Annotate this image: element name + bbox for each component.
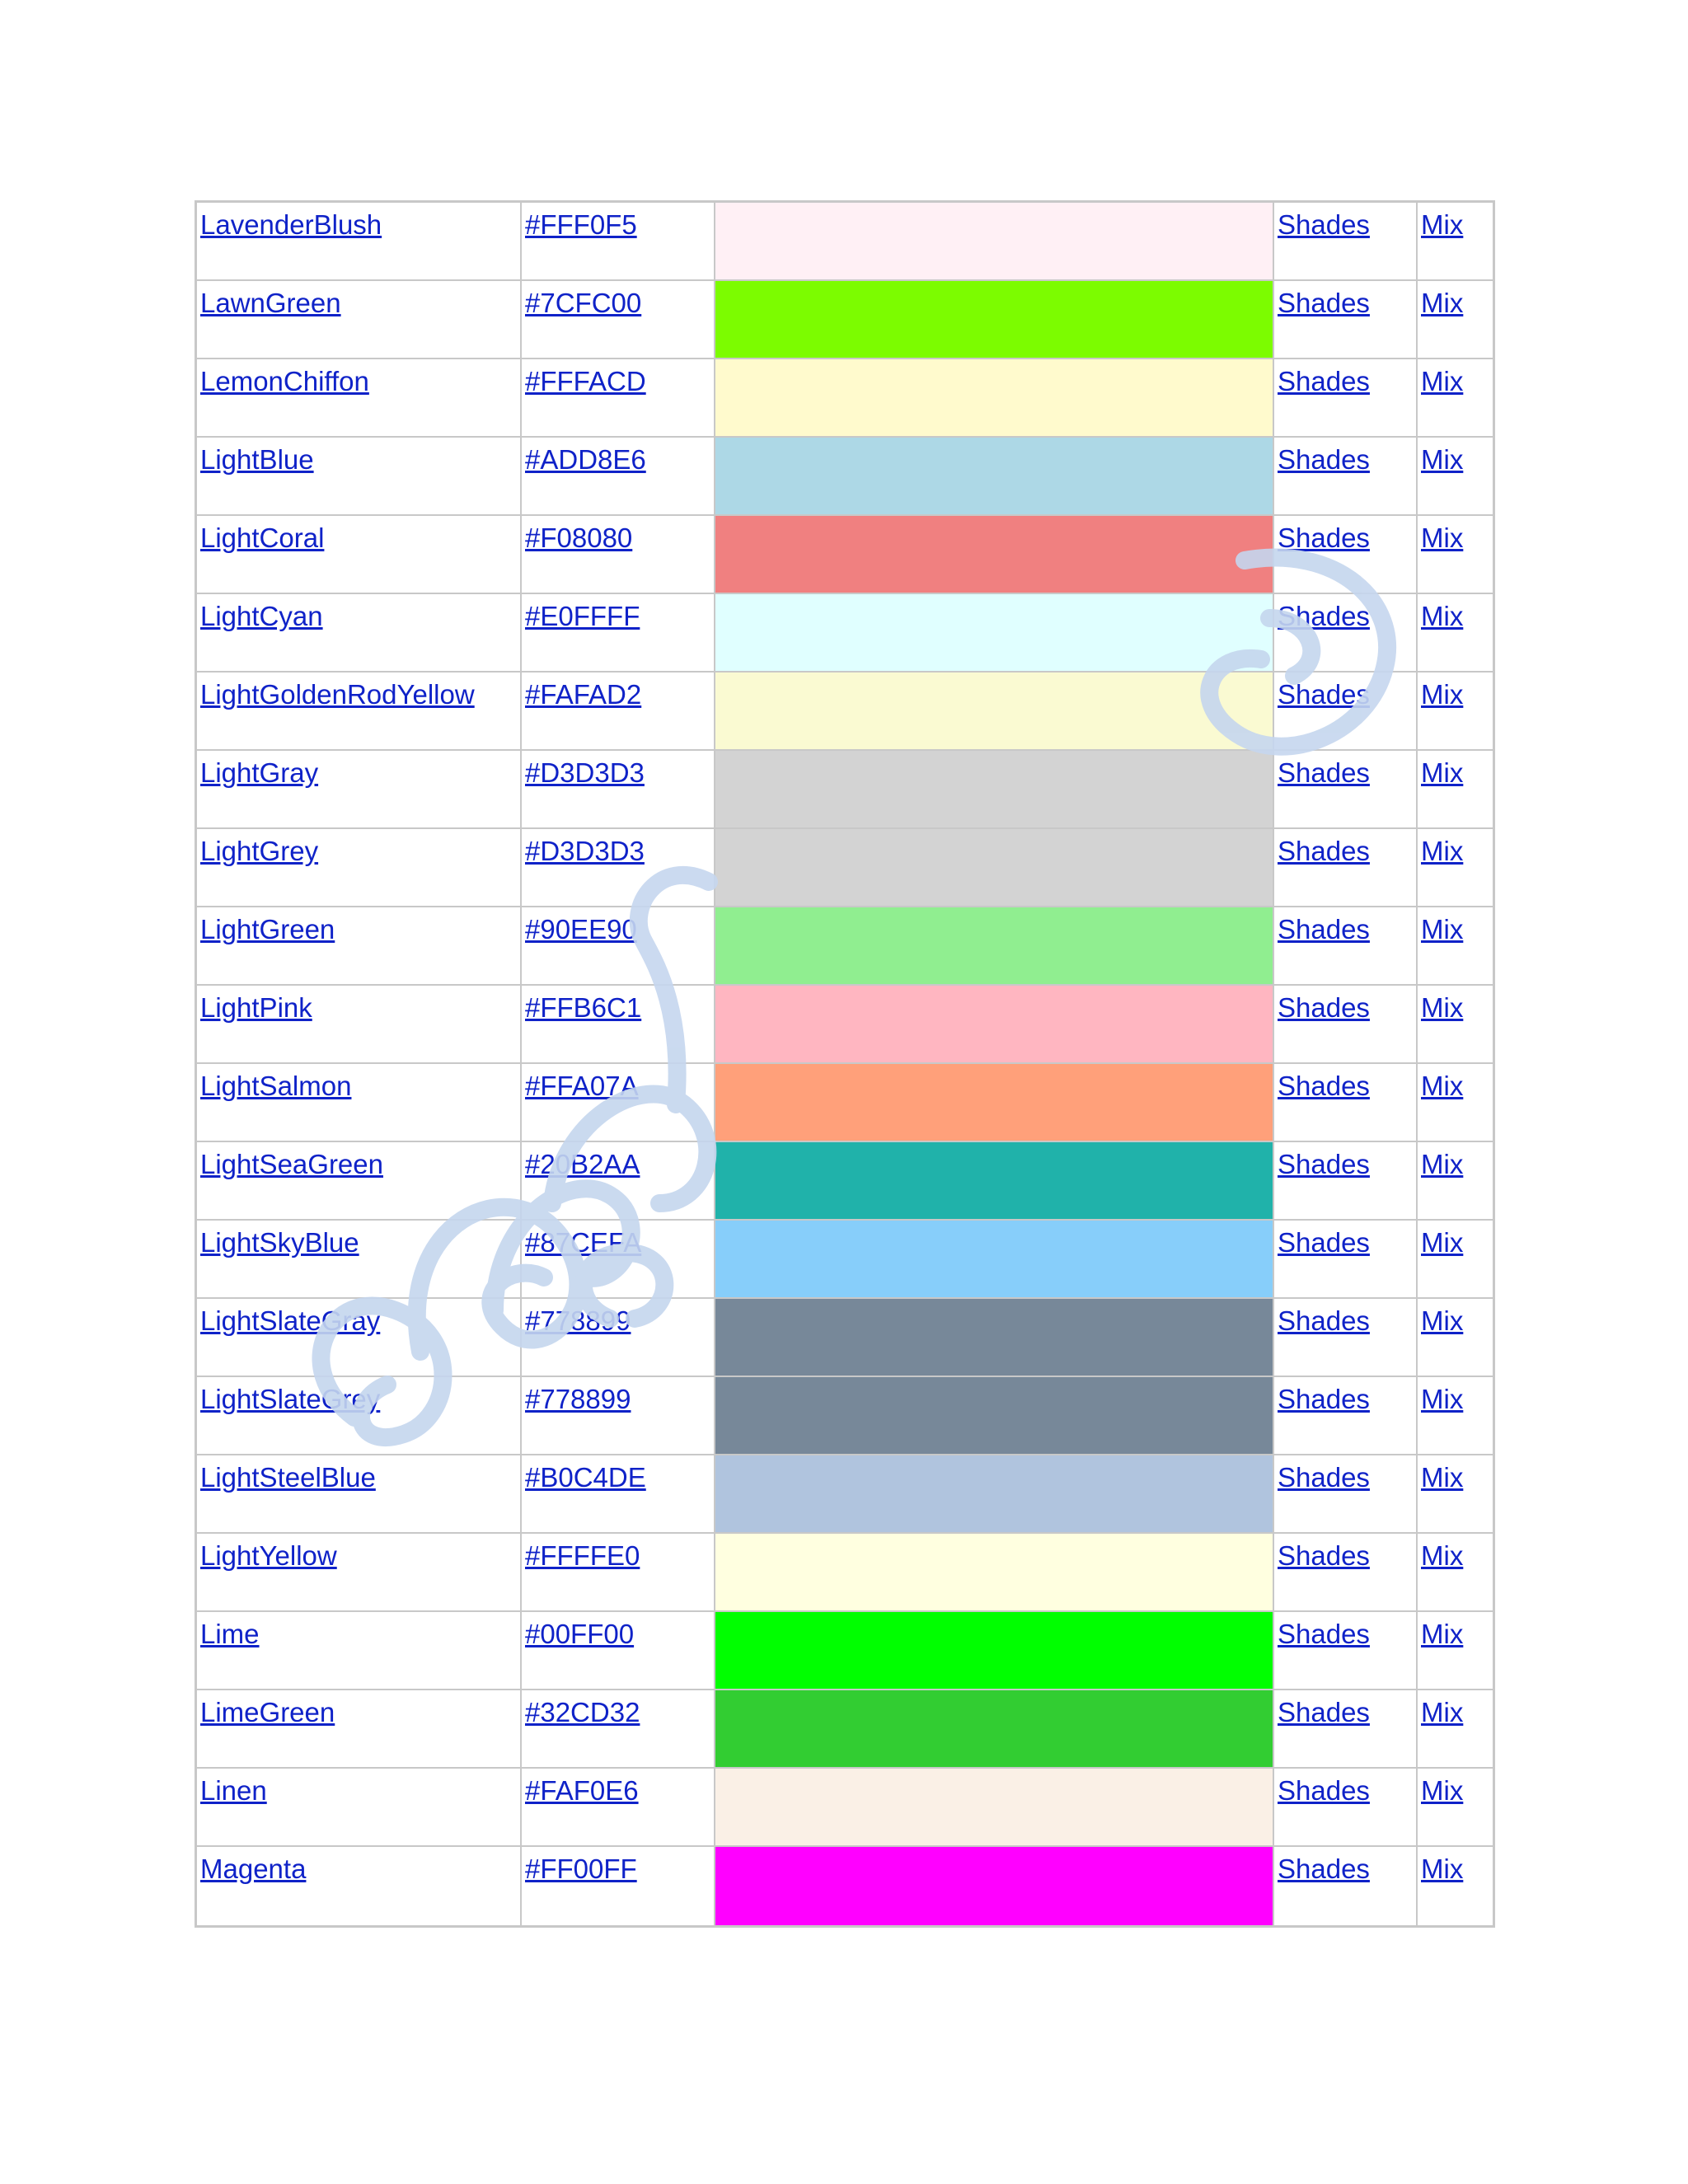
hex-code-link[interactable]: #ADD8E6 — [525, 444, 646, 475]
shades-cell — [1274, 203, 1418, 281]
color-name-cell — [197, 1847, 522, 1925]
table-row — [197, 829, 1493, 907]
table-row — [197, 907, 1493, 986]
hex-code-cell — [522, 594, 715, 673]
mix-cell — [1418, 1690, 1493, 1769]
hex-code-cell — [522, 203, 715, 281]
mix-cell — [1418, 1377, 1493, 1455]
mix-link[interactable]: Mix — [1421, 1384, 1464, 1414]
hex-code-cell — [522, 829, 715, 907]
hex-code-link[interactable]: #778899 — [525, 1384, 631, 1414]
color-name-cell — [197, 203, 522, 281]
hex-code-cell — [522, 281, 715, 359]
color-swatch — [715, 594, 1273, 671]
color-swatch-cell — [715, 1221, 1274, 1299]
color-swatch-cell — [715, 203, 1274, 281]
shades-link[interactable]: Shades — [1278, 366, 1370, 396]
color-swatch-cell — [715, 1064, 1274, 1142]
shades-link[interactable]: Shades — [1278, 1149, 1370, 1179]
shades-cell — [1274, 1064, 1418, 1142]
color-swatch-cell — [715, 281, 1274, 359]
mix-cell — [1418, 594, 1493, 673]
color-swatch-cell — [715, 594, 1274, 673]
table-row — [197, 359, 1493, 438]
color-swatch-cell — [715, 751, 1274, 829]
color-name-link[interactable]: LightPink — [200, 992, 312, 1023]
shades-link[interactable]: Shades — [1278, 757, 1370, 788]
shades-cell — [1274, 1299, 1418, 1377]
color-swatch — [715, 1690, 1273, 1767]
shades-link[interactable]: Shades — [1278, 1384, 1370, 1414]
color-swatch-cell — [715, 986, 1274, 1064]
color-swatch — [715, 907, 1273, 984]
mix-cell — [1418, 1534, 1493, 1612]
color-name-cell — [197, 1455, 522, 1534]
hex-code-link[interactable]: #7CFC00 — [525, 288, 642, 318]
table-row — [197, 1064, 1493, 1142]
mix-cell — [1418, 1142, 1493, 1221]
color-name-cell — [197, 1064, 522, 1142]
mix-link[interactable]: Mix — [1421, 1071, 1464, 1101]
shades-cell — [1274, 673, 1418, 751]
table-row — [197, 281, 1493, 359]
hex-code-link[interactable]: #FAFAD2 — [525, 679, 642, 710]
color-swatch — [715, 986, 1273, 1062]
color-swatch — [715, 1377, 1273, 1454]
color-name-link[interactable]: LightSeaGreen — [200, 1149, 383, 1179]
color-name-link[interactable]: LightSlateGray — [200, 1305, 381, 1336]
color-swatch-cell — [715, 516, 1274, 594]
shades-cell — [1274, 516, 1418, 594]
color-name-link[interactable]: LightSteelBlue — [200, 1462, 376, 1493]
color-swatch-cell — [715, 1769, 1274, 1847]
color-swatch — [715, 1142, 1273, 1219]
mix-cell — [1418, 438, 1493, 516]
color-name-cell — [197, 594, 522, 673]
mix-cell — [1418, 829, 1493, 907]
color-name-cell — [197, 1299, 522, 1377]
color-name-cell — [197, 1377, 522, 1455]
color-name-link[interactable]: LightSlateGrey — [200, 1384, 381, 1414]
shades-link[interactable]: Shades — [1278, 209, 1370, 240]
mix-link[interactable]: Mix — [1421, 679, 1464, 710]
color-swatch — [715, 359, 1273, 436]
shades-link[interactable]: Shades — [1278, 1619, 1370, 1649]
mix-link[interactable]: Mix — [1421, 1775, 1464, 1806]
color-swatch — [715, 829, 1273, 906]
color-name-cell — [197, 1612, 522, 1690]
color-name-link[interactable]: LightBlue — [200, 444, 314, 475]
mix-link[interactable]: Mix — [1421, 523, 1464, 553]
hex-code-link[interactable]: #E0FFFF — [525, 601, 640, 631]
mix-link[interactable]: Mix — [1421, 836, 1464, 866]
color-name-cell — [197, 673, 522, 751]
mix-cell — [1418, 1064, 1493, 1142]
color-name-cell — [197, 751, 522, 829]
hex-code-link[interactable]: #B0C4DE — [525, 1462, 646, 1493]
hex-code-cell — [522, 673, 715, 751]
color-name-link[interactable]: LimeGreen — [200, 1697, 335, 1727]
color-swatch — [715, 1064, 1273, 1141]
mix-link[interactable]: Mix — [1421, 992, 1464, 1023]
hex-code-link[interactable]: #FFB6C1 — [525, 992, 642, 1023]
hex-code-link[interactable]: #90EE90 — [525, 914, 637, 944]
mix-cell — [1418, 751, 1493, 829]
hex-code-link[interactable]: #FFFFE0 — [525, 1540, 640, 1571]
hex-code-link[interactable]: #20B2AA — [525, 1149, 640, 1179]
table-row — [197, 1142, 1493, 1221]
color-swatch-cell — [715, 829, 1274, 907]
shades-link[interactable]: Shades — [1278, 444, 1370, 475]
color-name-link[interactable]: LightGrey — [200, 836, 319, 866]
color-swatch — [715, 1299, 1273, 1376]
shades-link[interactable]: Shades — [1278, 914, 1370, 944]
shades-cell — [1274, 1377, 1418, 1455]
shades-cell — [1274, 907, 1418, 986]
color-swatch-cell — [715, 1690, 1274, 1769]
shades-link[interactable]: Shades — [1278, 1462, 1370, 1493]
table-row — [197, 1299, 1493, 1377]
color-swatch — [715, 751, 1273, 827]
hex-code-cell — [522, 907, 715, 986]
color-name-link[interactable]: Lime — [200, 1619, 260, 1649]
table-row — [197, 1612, 1493, 1690]
mix-link[interactable]: Mix — [1421, 444, 1464, 475]
hex-code-cell — [522, 751, 715, 829]
table-row — [197, 751, 1493, 829]
color-table-body — [197, 203, 1493, 1925]
hex-code-cell — [522, 1142, 715, 1221]
shades-link[interactable]: Shades — [1278, 601, 1370, 631]
hex-code-link[interactable]: #32CD32 — [525, 1697, 640, 1727]
color-swatch-cell — [715, 359, 1274, 438]
shades-link[interactable]: Shades — [1278, 1540, 1370, 1571]
table-row — [197, 1769, 1493, 1847]
hex-code-link[interactable]: #F08080 — [525, 523, 633, 553]
color-name-cell — [197, 516, 522, 594]
mix-cell — [1418, 359, 1493, 438]
color-name-cell — [197, 1221, 522, 1299]
mix-cell — [1418, 1769, 1493, 1847]
hex-code-link[interactable]: #FFF0F5 — [525, 209, 637, 240]
mix-link[interactable]: Mix — [1421, 1462, 1464, 1493]
table-row — [197, 1534, 1493, 1612]
mix-link[interactable]: Mix — [1421, 1540, 1464, 1571]
color-name-cell — [197, 359, 522, 438]
hex-code-link[interactable]: #778899 — [525, 1305, 631, 1336]
hex-code-link[interactable]: #D3D3D3 — [525, 757, 645, 788]
color-swatch-cell — [715, 438, 1274, 516]
color-swatch — [715, 1769, 1273, 1845]
hex-code-cell — [522, 1299, 715, 1377]
mix-cell — [1418, 1221, 1493, 1299]
shades-link[interactable]: Shades — [1278, 679, 1370, 710]
mix-cell — [1418, 907, 1493, 986]
shades-link[interactable]: Shades — [1278, 288, 1370, 318]
shades-link[interactable]: Shades — [1278, 1697, 1370, 1727]
table-row — [197, 203, 1493, 281]
mix-link[interactable]: Mix — [1421, 601, 1464, 631]
color-swatch-cell — [715, 1612, 1274, 1690]
hex-code-cell — [522, 1690, 715, 1769]
mix-cell — [1418, 516, 1493, 594]
shades-link[interactable]: Shades — [1278, 1854, 1370, 1884]
shades-link[interactable]: Shades — [1278, 1227, 1370, 1258]
color-name-cell — [197, 281, 522, 359]
color-name-cell — [197, 829, 522, 907]
color-name-link[interactable]: LawnGreen — [200, 288, 341, 318]
table-row — [197, 1847, 1493, 1925]
mix-link[interactable]: Mix — [1421, 1854, 1464, 1884]
mix-cell — [1418, 986, 1493, 1064]
table-row — [197, 594, 1493, 673]
hex-code-cell — [522, 1612, 715, 1690]
hex-code-link[interactable]: #D3D3D3 — [525, 836, 645, 866]
mix-link[interactable]: Mix — [1421, 366, 1464, 396]
table-row — [197, 516, 1493, 594]
hex-code-cell — [522, 1455, 715, 1534]
hex-code-link[interactable]: #FAF0E6 — [525, 1775, 639, 1806]
mix-link[interactable]: Mix — [1421, 1149, 1464, 1179]
mix-cell — [1418, 1612, 1493, 1690]
color-swatch — [715, 1455, 1273, 1532]
shades-cell — [1274, 281, 1418, 359]
color-swatch — [715, 281, 1273, 358]
color-swatch-cell — [715, 1142, 1274, 1221]
color-name-link[interactable]: LightGreen — [200, 914, 335, 944]
hex-code-link[interactable]: #FFFACD — [525, 366, 646, 396]
shades-link[interactable]: Shades — [1278, 992, 1370, 1023]
hex-code-link[interactable]: #87CEFA — [525, 1227, 642, 1258]
shades-cell — [1274, 1455, 1418, 1534]
mix-cell — [1418, 1299, 1493, 1377]
color-name-link[interactable]: LightSkyBlue — [200, 1227, 359, 1258]
shades-link[interactable]: Shades — [1278, 523, 1370, 553]
color-name-cell — [197, 986, 522, 1064]
color-table — [195, 200, 1495, 1928]
color-name-link[interactable]: Linen — [200, 1775, 267, 1806]
hex-code-cell — [522, 1221, 715, 1299]
table-row — [197, 1377, 1493, 1455]
shades-cell — [1274, 594, 1418, 673]
table-row — [197, 1690, 1493, 1769]
color-name-cell — [197, 1690, 522, 1769]
shades-link[interactable]: Shades — [1278, 836, 1370, 866]
color-name-link[interactable]: LightCyan — [200, 601, 323, 631]
hex-code-cell — [522, 1847, 715, 1925]
color-name-link[interactable]: Magenta — [200, 1854, 307, 1884]
color-swatch-cell — [715, 1299, 1274, 1377]
mix-cell — [1418, 281, 1493, 359]
color-swatch — [715, 516, 1273, 593]
hex-code-link[interactable]: #00FF00 — [525, 1619, 635, 1649]
table-row — [197, 438, 1493, 516]
color-name-cell — [197, 1769, 522, 1847]
shades-cell — [1274, 438, 1418, 516]
table-row — [197, 986, 1493, 1064]
shades-cell — [1274, 1847, 1418, 1925]
hex-code-cell — [522, 1377, 715, 1455]
hex-code-cell — [522, 1769, 715, 1847]
color-swatch-cell — [715, 673, 1274, 751]
shades-link[interactable]: Shades — [1278, 1071, 1370, 1101]
mix-cell — [1418, 1847, 1493, 1925]
mix-link[interactable]: Mix — [1421, 209, 1464, 240]
color-name-link[interactable]: LightGoldenRodYellow — [200, 679, 475, 710]
shades-cell — [1274, 359, 1418, 438]
shades-cell — [1274, 1221, 1418, 1299]
color-name-cell — [197, 907, 522, 986]
color-name-link[interactable]: LemonChiffon — [200, 366, 369, 396]
mix-link[interactable]: Mix — [1421, 1227, 1464, 1258]
table-row — [197, 673, 1493, 751]
table-row — [197, 1455, 1493, 1534]
color-name-link[interactable]: LightCoral — [200, 523, 325, 553]
shades-link[interactable]: Shades — [1278, 1305, 1370, 1336]
hex-code-link[interactable]: #FF00FF — [525, 1854, 637, 1884]
color-name-cell — [197, 1142, 522, 1221]
color-swatch-cell — [715, 1847, 1274, 1925]
color-name-link[interactable]: LightGray — [200, 757, 319, 788]
mix-link[interactable]: Mix — [1421, 288, 1464, 318]
shades-cell — [1274, 1534, 1418, 1612]
shades-cell — [1274, 986, 1418, 1064]
color-swatch — [715, 1847, 1273, 1925]
hex-code-cell — [522, 438, 715, 516]
color-swatch-cell — [715, 1534, 1274, 1612]
mix-link[interactable]: Mix — [1421, 914, 1464, 944]
color-swatch-cell — [715, 907, 1274, 986]
hex-code-cell — [522, 359, 715, 438]
color-swatch-cell — [715, 1455, 1274, 1534]
mix-link[interactable]: Mix — [1421, 1697, 1464, 1727]
color-swatch-cell — [715, 1377, 1274, 1455]
mix-link[interactable]: Mix — [1421, 1305, 1464, 1336]
mix-cell — [1418, 673, 1493, 751]
hex-code-cell — [522, 986, 715, 1064]
mix-cell — [1418, 1455, 1493, 1534]
mix-link[interactable]: Mix — [1421, 1619, 1464, 1649]
color-swatch — [715, 203, 1273, 279]
hex-code-cell — [522, 1064, 715, 1142]
color-name-cell — [197, 1534, 522, 1612]
mix-cell — [1418, 203, 1493, 281]
shades-cell — [1274, 1690, 1418, 1769]
color-swatch — [715, 1221, 1273, 1297]
shades-cell — [1274, 829, 1418, 907]
shades-cell — [1274, 1612, 1418, 1690]
table-row — [197, 1221, 1493, 1299]
color-swatch — [715, 1534, 1273, 1610]
shades-cell — [1274, 1142, 1418, 1221]
shades-link[interactable]: Shades — [1278, 1775, 1370, 1806]
hex-code-link[interactable]: #FFA07A — [525, 1071, 639, 1101]
color-swatch — [715, 673, 1273, 749]
color-swatch — [715, 438, 1273, 514]
color-name-cell — [197, 438, 522, 516]
color-name-link[interactable]: LavenderBlush — [200, 209, 382, 240]
shades-cell — [1274, 751, 1418, 829]
hex-code-cell — [522, 1534, 715, 1612]
color-name-link[interactable]: LightSalmon — [200, 1071, 352, 1101]
shades-cell — [1274, 1769, 1418, 1847]
color-name-link[interactable]: LightYellow — [200, 1540, 337, 1571]
mix-link[interactable]: Mix — [1421, 757, 1464, 788]
color-swatch — [715, 1612, 1273, 1689]
hex-code-cell — [522, 516, 715, 594]
